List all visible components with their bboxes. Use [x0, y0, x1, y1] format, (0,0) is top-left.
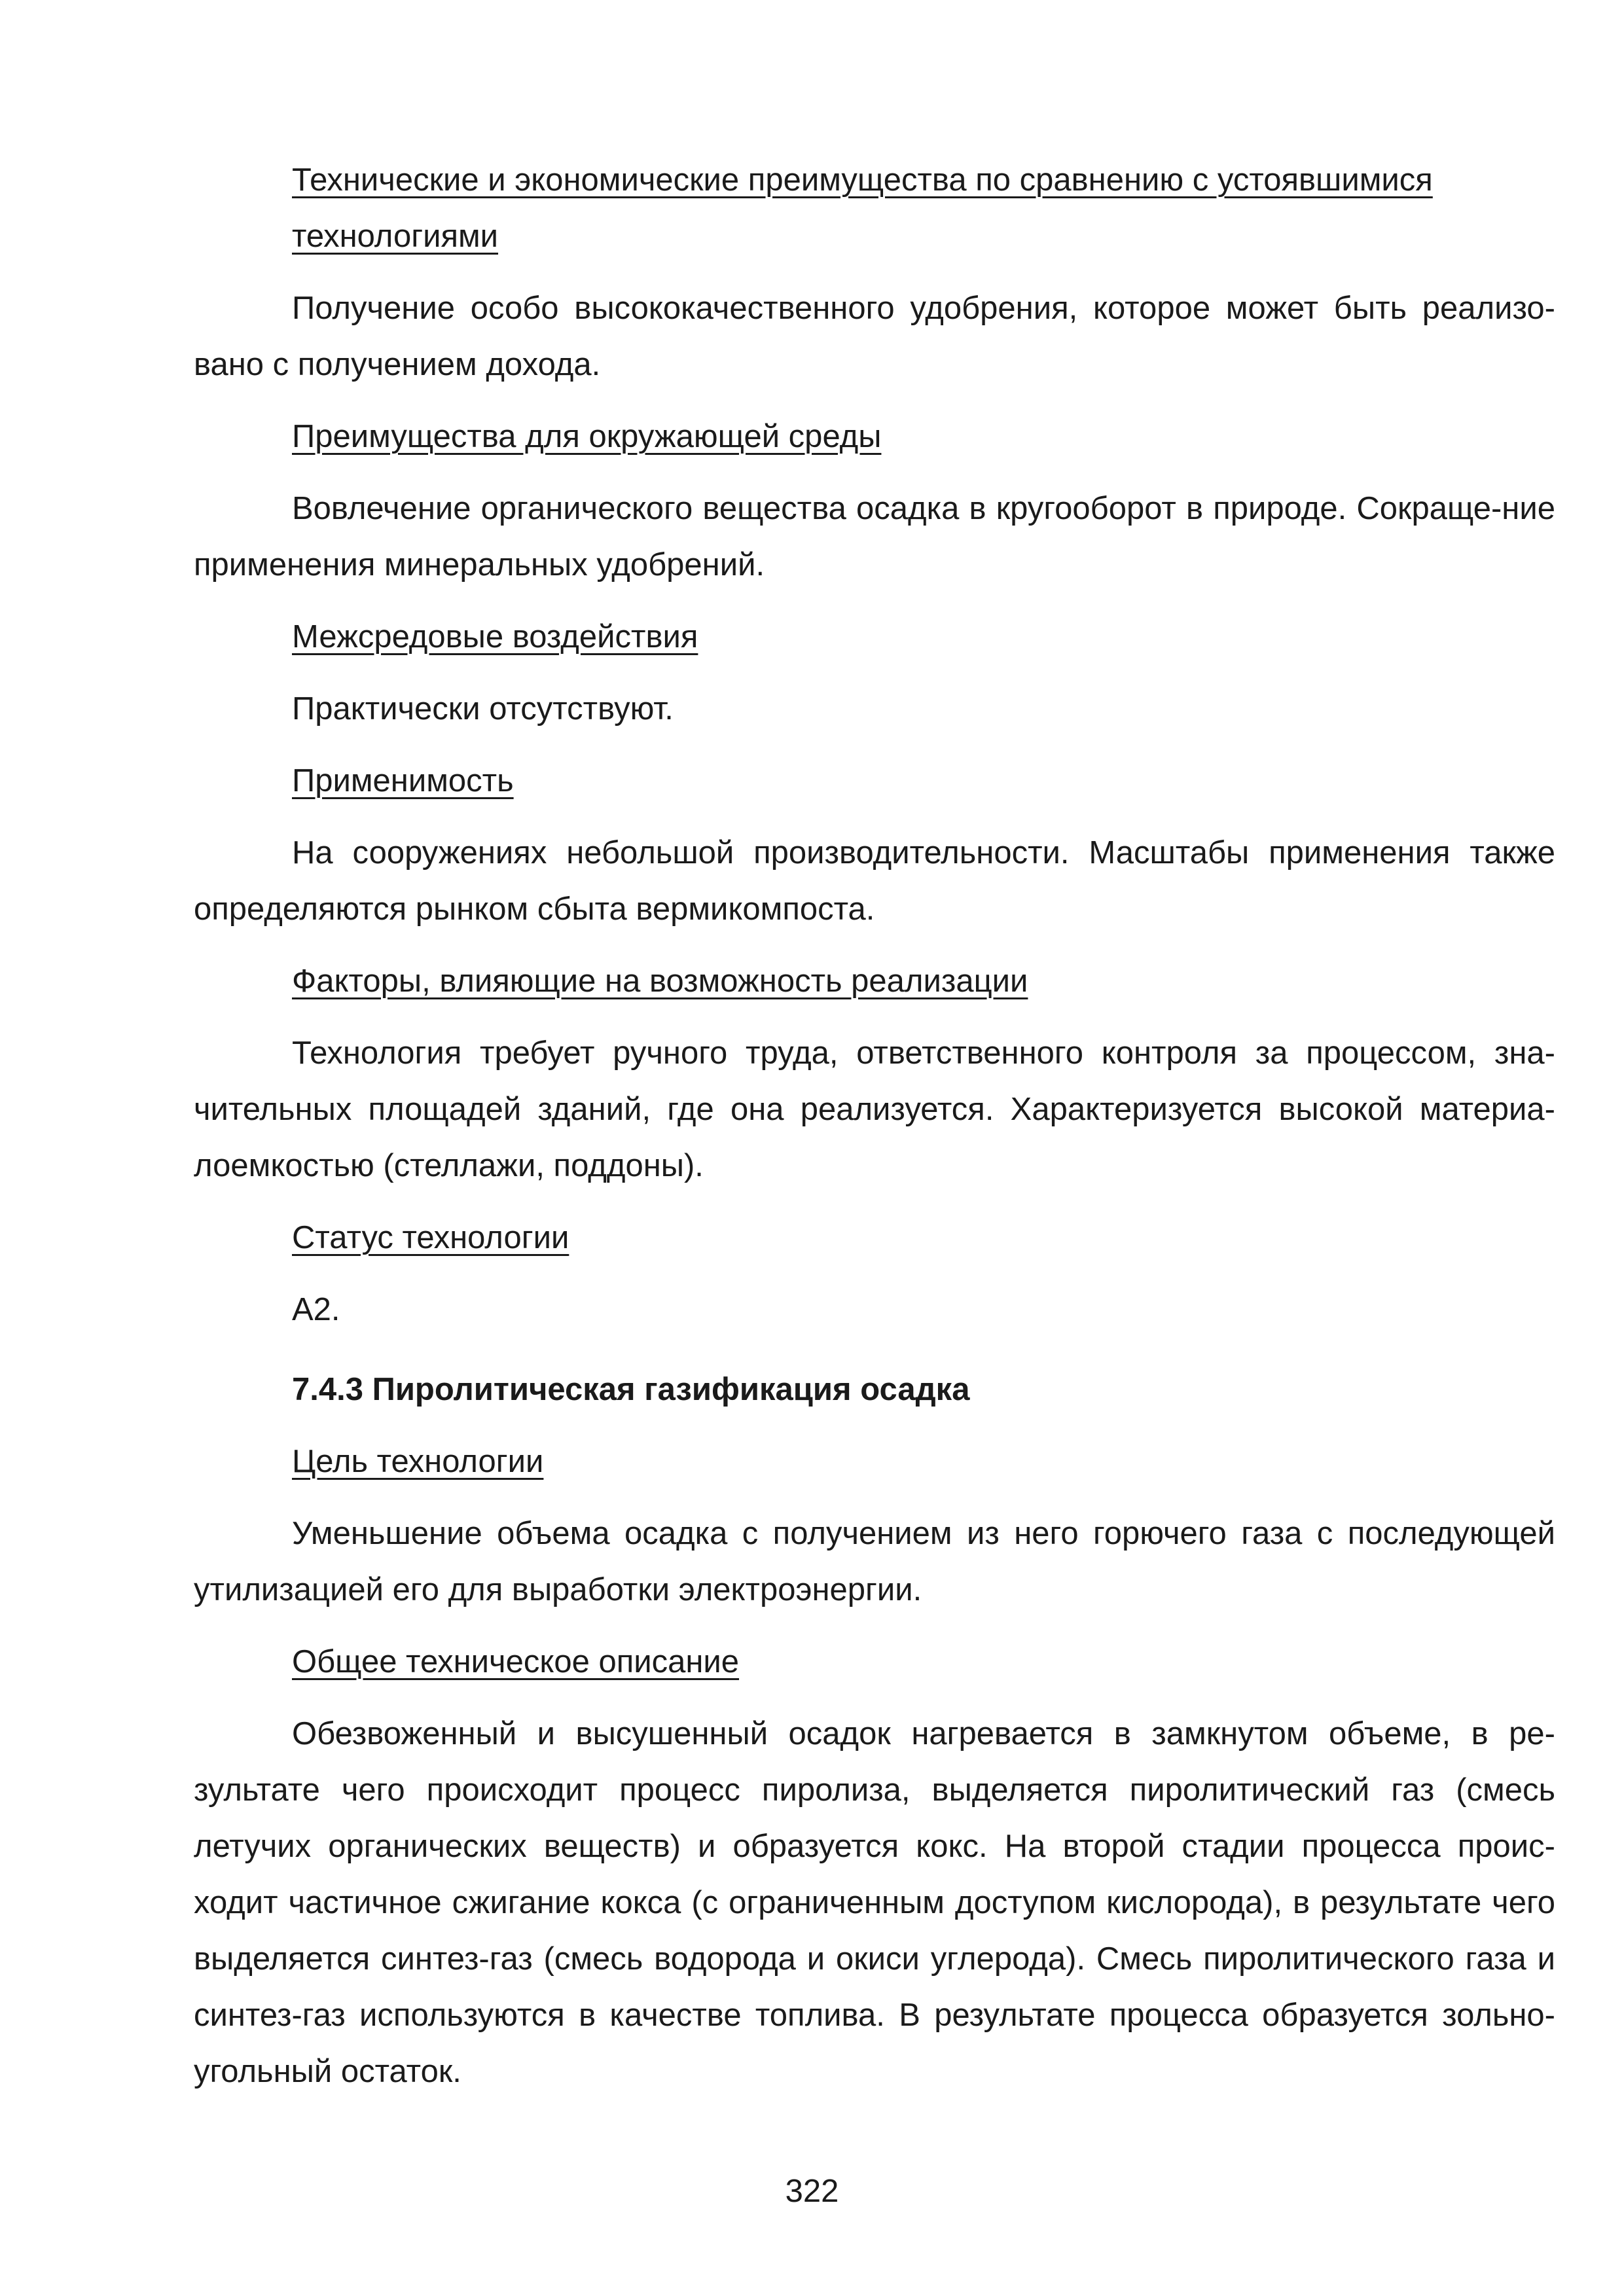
paragraph-technology-status: А2. [292, 1292, 340, 1327]
paragraph-applicability: На сооружениях небольшой производительности. Масштабы применения также определяются рынком сбыта вермикомпоста. [194, 835, 1555, 927]
paragraph-technical-economic-advantages: Получение особо высококачественного удобрения, которое может быть реализо-вано с получением дохода. [194, 291, 1555, 382]
heading-technology-status: Статус технологии [292, 1220, 569, 1255]
heading-general-description: Общее техническое описание [292, 1644, 740, 1679]
paragraph-cross-media-effects: Практически отсутствуют. [292, 691, 674, 726]
paragraph-implementation-factors: Технология требует ручного труда, ответственного контроля за процессом, зна-чительных площадей зданий, где она реализуется. Характеризуется высокой материа-лоемкостью (стеллажи, поддоны). [194, 1035, 1555, 1183]
heading-technology-goal: Цель технологии [292, 1444, 544, 1479]
paragraph-technology-goal: Уменьшение объема осадка с получением из него горючего газа с последующей утилизацией его для выработки электроэнергии. [194, 1516, 1555, 1607]
heading-environmental-advantages: Преимущества для окружающей среды [292, 419, 882, 454]
section-title: 7.4.3 Пиролитическая газификация осадка [292, 1372, 970, 1407]
heading-applicability: Применимость [292, 763, 514, 798]
document-page [194, 152, 1555, 2100]
heading-implementation-factors: Факторы, влияющие на возможность реализации [292, 963, 1028, 999]
heading-technical-economic-advantages: Технические и экономические преимущества по сравнению с устоявшимися технологиями [292, 162, 1433, 254]
heading-cross-media-effects: Межсредовые воздействия [292, 619, 698, 655]
paragraph-environmental-advantages: Вовлечение органического вещества осадка в кругооборот в природе. Сокраще-ние применения минеральных удобрений. [194, 491, 1555, 583]
paragraph-general-description: Обезвоженный и высушенный осадок нагревается в замкнутом объеме, в ре-зультате чего происходит процесс пиролиза, выделяется пиролитический газ (смесь летучих органических веществ) и образуется кокс. На второй стадии процесса проис-ходит частичное сжигание кокса (с ограниченным доступом кислорода), в результате чего выделяется синтез-газ (смесь водорода и окиси углерода). Смесь пиролитического газа и синтез-газ используются в качестве топлива. В результате процесса образуется зольно-угольный остаток. [194, 1716, 1555, 2089]
page-number: 322 [785, 2174, 839, 2209]
